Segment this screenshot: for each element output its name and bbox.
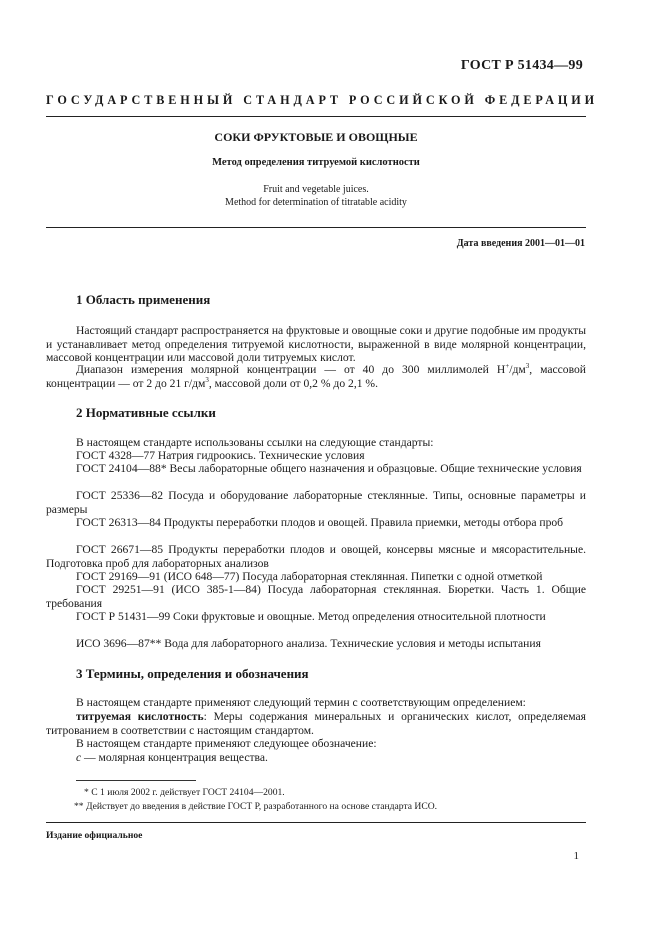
document-title: СОКИ ФРУКТОВЫЕ И ОВОЩНЫЕ [214,130,418,144]
reference-6: ГОСТ 29169—91 (ИСО 648—77) Посуда лабораторная стеклянная. Пипетки с одной отметкой [76,570,543,583]
symbol-c: c [76,751,82,764]
english-title-line-2: Method for determination of titratable acidity [225,197,407,208]
section-3-paragraph-1: В настоящем стандарте применяют следующий термин с соответствующим определением: [76,696,526,709]
section-3-heading: 3 Термины, определения и обозначения [76,666,309,681]
range-text-b: /дм [509,363,526,376]
references-intro: В настоящем стандарте использованы ссылки на следующие стандарты: [76,436,434,449]
range-text-c: , массовой концентрации — от 2 до 21 г/дм [46,363,586,390]
official-edition-label: Издание официальное [46,830,143,841]
introduction-date: Дата введения 2001—01—01 [456,238,585,249]
section-1-heading: 1 Область применения [76,292,211,307]
reference-7: ГОСТ 29251—91 (ИСО 385-1—84) Посуда лабораторная стеклянная. Бюретки. Часть 1. Общие требования [46,583,586,610]
section-1-paragraph-2 [46,363,586,390]
sup-plus: + [505,362,510,371]
range-text-d: , массовой доли от 0,2 % до 2,1 %. [208,376,378,390]
standard-code: ГОСТ Р 51434—99 [460,58,583,73]
term-name: титруемая кислотность [76,710,204,723]
english-title [46,183,586,209]
sup-3-a: 3 [525,362,530,371]
footer-divider [46,822,586,823]
page-number: 1 [573,850,579,862]
document-subtitle: Метод определения титруемой кислотности [212,157,420,168]
reference-9: ИСО 3696—87** Вода для лабораторного анализа. Технические условия и методы испытания [76,637,541,650]
reference-2: ГОСТ 24104—88* Весы лабораторные общего назначения и образцовые. Общие технические условия [76,462,582,475]
footnote-2: ** Действует до введения в действие ГОСТ Р, разработанного на основе стандарта ИСО. [74,801,438,812]
reference-5: ГОСТ 26671—85 Продукты переработки плодов и овощей, консервы мясные и мясорастительные. Подготовка проб для лабораторных анализов [46,543,586,570]
footnote-1: * С 1 июля 2002 г. действует ГОСТ 24104—2001. [84,787,285,798]
term-definition [46,710,586,737]
agency-name: ГОСУДАРСТВЕННЫЙ СТАНДАРТ РОССИЙСКОЙ ФЕДЕРАЦИИ [46,93,599,107]
title-divider [46,227,586,228]
symbol-definition [76,751,586,765]
range-text-a: Диапазон измерения молярной концентрации — от 40 до 300 миллимолей H [76,363,506,376]
english-title-line-1: Fruit and vegetable juices. [263,184,369,195]
sup-3-b: 3 [205,375,209,384]
reference-1: ГОСТ 4328—77 Натрия гидроокись. Технические условия [76,449,365,462]
term-definition-text: : Меры содержания минеральных и органических кислот, определяемая титрованием в соответствии с настоящим стандартом. [46,710,586,737]
footnote-divider [76,780,196,781]
reference-3: ГОСТ 25336—82 Посуда и оборудование лабораторные стеклянные. Типы, основные параметры и размеры [46,489,586,516]
section-1-paragraph-1: Настоящий стандарт распространяется на фруктовые и овощные соки и другие подобные им продукты и устанавливает метод определения титруемой кислотности, выраженной в виде молярной концентрации, массовой концентрации или массовой доли титруемых кислот. [46,324,586,364]
section-2-heading: 2 Нормативные ссылки [76,405,216,420]
header-divider [46,116,586,117]
reference-4: ГОСТ 26313—84 Продукты переработки плодов и овощей. Правила приемки, методы отбора проб [76,516,564,529]
symbol-definition-text: — молярная концентрация вещества. [81,751,268,764]
section-3-paragraph-2: В настоящем стандарте применяют следующее обозначение: [76,737,377,750]
reference-8: ГОСТ Р 51431—99 Соки фруктовые и овощные. Метод определения относительной плотности [76,610,546,623]
